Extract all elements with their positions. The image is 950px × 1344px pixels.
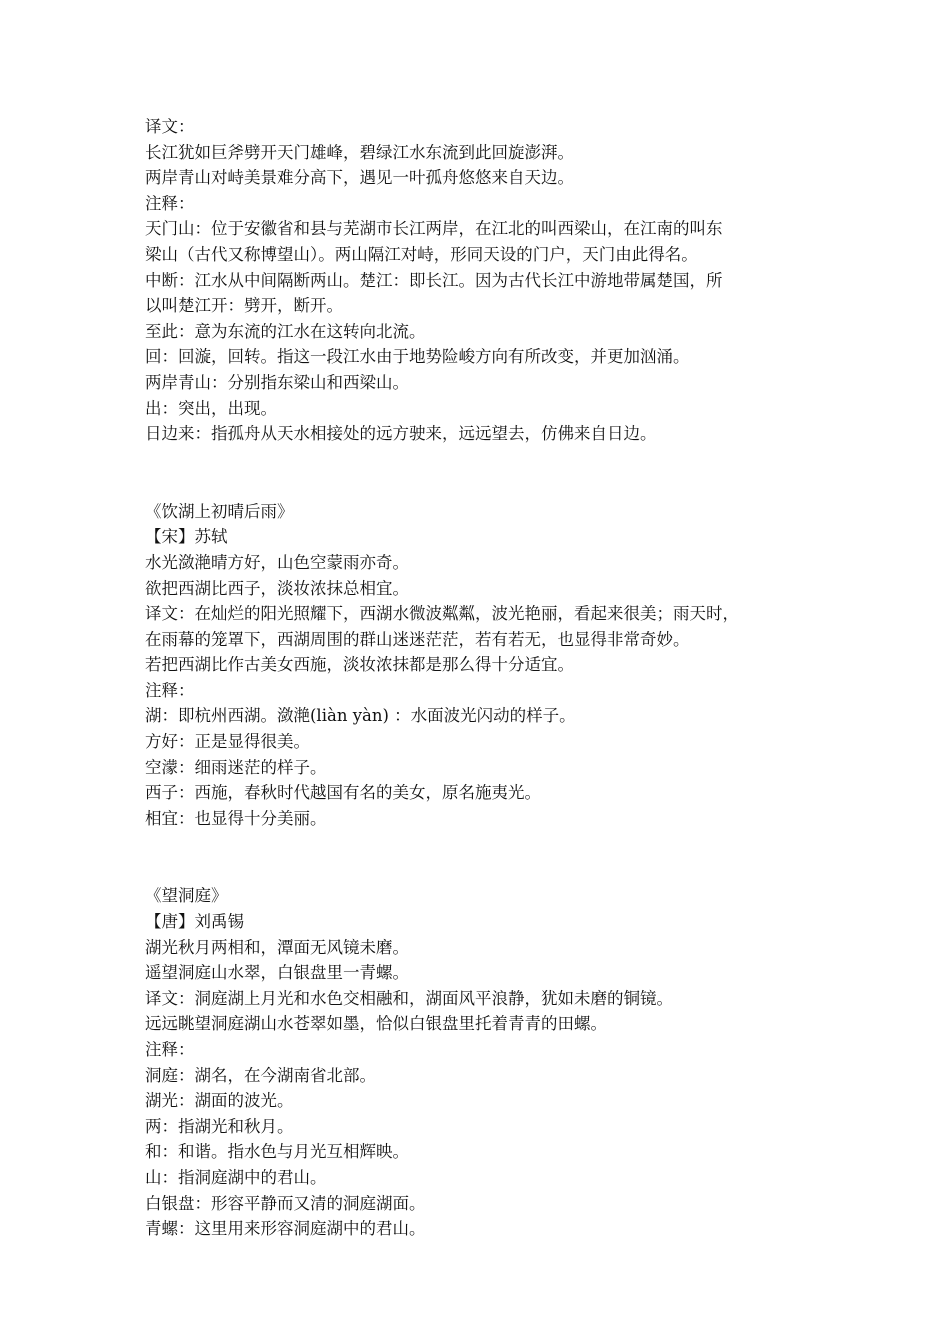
poem-title: 《望洞庭》: [145, 886, 228, 906]
section-spacer: [145, 447, 825, 473]
text-line: 日边来：指孤舟从天水相接处的远方驶来，远远望去，仿佛来自日边。: [145, 424, 657, 444]
poem-author: 【宋】苏轼: [145, 527, 228, 547]
text-line: 在雨幕的笼罩下，西湖周围的群山迷迷茫茫，若有若无，也显得非常奇妙。: [145, 629, 690, 649]
section-spacer: [145, 831, 825, 857]
text-line: 译文：在灿烂的阳光照耀下，西湖水微波粼粼，波光艳丽，看起来很美；雨天时，: [145, 604, 739, 624]
poem-verse: 欲把西湖比西子，淡妆浓抹总相宜。: [145, 578, 409, 598]
poem-verse: 湖光秋月两相和，潭面无风镜未磨。: [145, 937, 409, 957]
text-line: 注释：: [145, 193, 195, 213]
text-line: 译文：: [145, 117, 195, 136]
text-line: 两岸青山：分别指东梁山和西梁山。: [145, 372, 409, 392]
document-page: [145, 114, 825, 1242]
text-line: 长江犹如巨斧劈开天门雄峰，碧绿江水东流到此回旋澎湃。: [145, 142, 574, 162]
text-line: 远远眺望洞庭湖山水苍翠如墨，恰似白银盘里托着青青的田螺。: [145, 1014, 607, 1034]
text-line: 和：和谐。指水色与月光互相辉映。: [145, 1142, 409, 1162]
text-line: 以叫楚江开：劈开，断开。: [145, 296, 343, 316]
text-line: 至此：意为东流的江水在这转向北流。: [145, 321, 426, 341]
text-line: 两：指湖光和秋月。: [145, 1116, 294, 1136]
text-line: 山：指洞庭湖中的君山。: [145, 1167, 327, 1187]
text-line: 湖光：湖面的波光。: [145, 1091, 294, 1111]
text-line: 青螺：这里用来形容洞庭湖中的君山。: [145, 1219, 426, 1239]
text-line: 白银盘：形容平静而又清的洞庭湖面。: [145, 1193, 426, 1213]
section-poem-dongting: [145, 883, 825, 1241]
poem-verse: 遥望洞庭山水翠，白银盘里一青螺。: [145, 963, 409, 983]
text-line: 中断：江水从中间隔断两山。楚江：即长江。因为古代长江中游地带属楚国，所: [145, 270, 723, 290]
section-spacer: [145, 473, 825, 499]
section-tianmenshan-notes: [145, 114, 825, 447]
text-line: 湖：即杭州西湖。潋滟(liàn yàn) ：水面波光闪动的样子。: [145, 706, 576, 726]
poem-title: 《饮湖上初晴后雨》: [145, 501, 294, 521]
text-line: 梁山（古代又称博望山）。两山隔江对峙，形同天设的门户，天门由此得名。: [145, 244, 698, 264]
text-line: 相宜：也显得十分美丽。: [145, 808, 327, 828]
text-line: 注释：: [145, 1040, 195, 1059]
text-line: 空濛：细雨迷茫的样子。: [145, 757, 327, 777]
text-line: 方好：正是显得很美。: [145, 732, 310, 752]
section-spacer: [145, 857, 825, 883]
text-line: 出：突出，出现。: [145, 398, 277, 418]
text-line: 若把西湖比作古美女西施，淡妆浓抹都是那么得十分适宜。: [145, 655, 574, 675]
text-line: 西子：西施，春秋时代越国有名的美女，原名施夷光。: [145, 783, 541, 803]
text-line: 天门山：位于安徽省和县与芜湖市长江两岸，在江北的叫西梁山，在江南的叫东: [145, 219, 723, 239]
text-line: 回：回漩，回转。指这一段江水由于地势险峻方向有所改变，并更加汹涌。: [145, 347, 690, 367]
poem-author: 【唐】刘禹锡: [145, 912, 244, 932]
text-line: 两岸青山对峙美景难分高下，遇见一叶孤舟悠悠来自天边。: [145, 168, 574, 188]
section-poem-xihu: [145, 499, 825, 832]
text-line: 译文：洞庭湖上月光和水色交相融和，湖面风平浪静，犹如未磨的铜镜。: [145, 988, 673, 1008]
text-line: 注释：: [145, 680, 195, 700]
poem-verse: 水光潋滟晴方好，山色空蒙雨亦奇。: [145, 552, 409, 572]
text-line: 洞庭：湖名，在今湖南省北部。: [145, 1065, 376, 1085]
